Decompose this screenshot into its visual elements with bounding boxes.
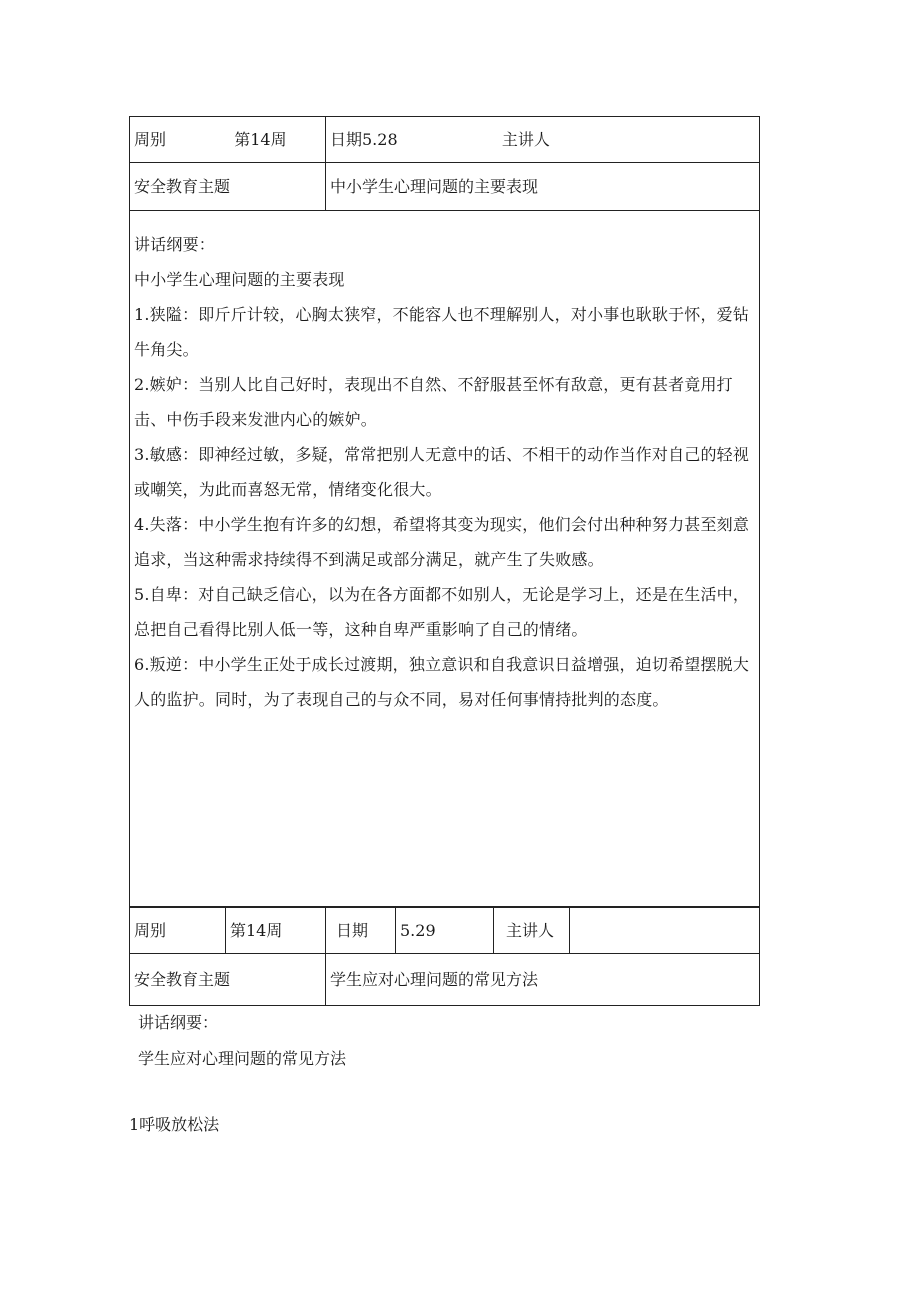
header-row [130, 908, 760, 954]
topic-label: 安全教育主题 [130, 954, 326, 1006]
outline-item-1: 1呼吸放松法 [129, 1115, 220, 1134]
outline-item-2: 2.嫉妒：当别人比自己好时，表现出不自然、不舒服甚至怀有敌意，更有甚者竟用打击、中伤手段来发泄内心的嫉妒。 [134, 375, 733, 429]
topic-label: 安全教育主题 [130, 163, 326, 211]
week-value: 第14周 [226, 908, 326, 954]
speaker-label: 主讲人 [501, 129, 550, 149]
topic-value: 学生应对心理问题的常见方法 [326, 954, 760, 1006]
week-label: 周别 [134, 129, 167, 149]
date-speaker-cell [326, 117, 760, 163]
date-value: 5.29 [396, 908, 494, 954]
outline-item-3: 3.敏感：即神经过敏，多疑，常常把别人无意中的话、不相干的动作当作对自己的轻视或嘲笑，为此而喜怒无常，情绪变化很大。 [134, 445, 750, 499]
outline-heading: 讲话纲要： [138, 1013, 219, 1032]
outline-heading: 讲话纲要： [134, 235, 216, 254]
lesson-table-week14-day1 [129, 116, 760, 907]
topic-value: 中小学生心理问题的主要表现 [326, 163, 760, 211]
outline-title: 中小学生心理问题的主要表现 [134, 270, 345, 289]
date-label: 日期5.28 [330, 129, 398, 149]
lesson-table-week14-day2 [129, 907, 760, 1006]
topic-row [130, 954, 760, 1006]
date-label: 日期 [326, 908, 396, 954]
outline-cell [130, 211, 760, 907]
outline-item-6: 6.叛逆：中小学生正处于成长过渡期，独立意识和自我意识日益增强，迫切希望摆脱大人的监护。同时，为了表现自己的与众不同，易对任何事情持批判的态度。 [134, 655, 750, 709]
outline-item-1: 1.狭隘：即斤斤计较，心胸太狭窄，不能容人也不理解别人，对小事也耿耿于怀，爱钻牛角尖。 [134, 305, 750, 359]
topic-row [130, 163, 760, 211]
week-label: 周别 [130, 908, 226, 954]
outline-item-4: 4.失落：中小学生抱有许多的幻想，希望将其变为现实，他们会付出种种努力甚至刻意追求，当这种需求持续得不到满足或部分满足，就产生了失败感。 [134, 515, 750, 569]
speaker-label: 主讲人 [494, 908, 570, 954]
week-value: 第14周 [234, 129, 287, 149]
outline-item-5: 5.自卑：对自己缺乏信心，以为在各方面都不如别人，无论是学习上，还是在生活中，总把自己看得比别人低一等，这种自卑严重影响了自己的情绪。 [134, 585, 750, 639]
outline-title: 学生应对心理问题的常见方法 [138, 1049, 347, 1068]
header-row [130, 117, 760, 163]
week-cell [130, 117, 326, 163]
outline-row [130, 211, 760, 907]
speaker-value [570, 908, 760, 954]
